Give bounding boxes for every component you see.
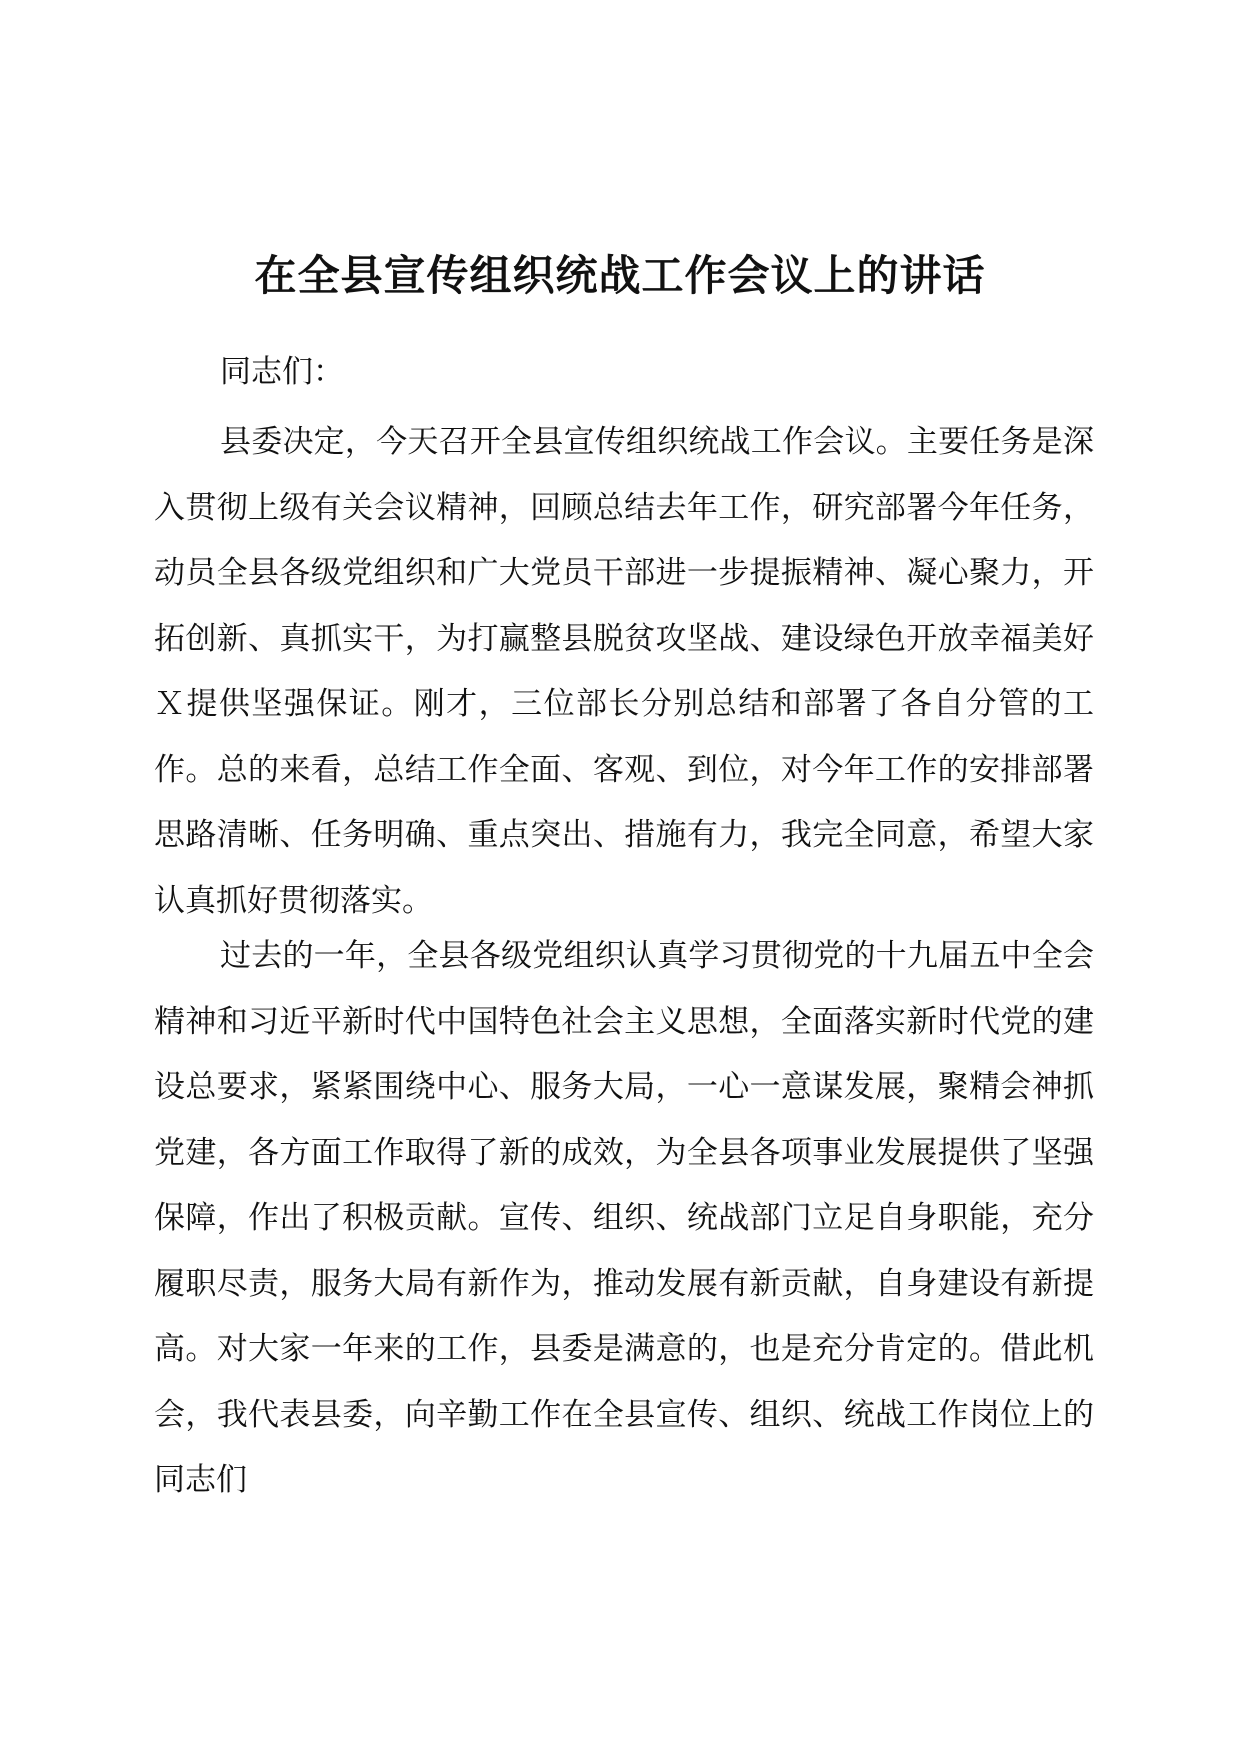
salutation: 同志们： xyxy=(220,354,344,390)
paragraph: 县委决定，今天召开全县宣传组织统战工作会议。主要任务是深入贯彻上级有关会议精神，回顾总结去年工作，研究部署今年任务，动员全县各级党组织和广大党员干部进一步提振精神、凝心聚力，开拓创新、真抓实干，为打赢整县脱贫攻坚战、建设绿色开放幸福美好Ｘ提供坚强保证。刚才，三位部长分别总结和部署了各自分管的工作。总的来看，总结工作全面、客观、到位，对今年工作的安排部署思路清晰、任务明确、重点突出、措施有力，我完全同意，希望大家认真抓好贯彻落实。 xyxy=(154,424,1094,919)
page-title: 在全县宣传组织统战工作会议上的讲话 xyxy=(254,251,986,300)
paragraph: 过去的一年，全县各级党组织认真学习贯彻党的十九届五中全会精神和习近平新时代中国特色社会主义思想，全面落实新时代党的建设总要求，紧紧围绕中心、服务大局，一心一意谋发展，聚精会神抓党建，各方面工作取得了新的成效，为全县各项事业发展提供了坚强保障，作出了积极贡献。宣传、组织、统战部门立足自身职能，充分履职尽责，服务大局有新作为，推动发展有新贡献，自身建设有新提高。对大家一年来的工作，县委是满意的，也是充分肯定的。借此机会，我代表县委，向辛勤工作在全县宣传、组织、统战工作岗位上的同志们 xyxy=(154,938,1094,1498)
